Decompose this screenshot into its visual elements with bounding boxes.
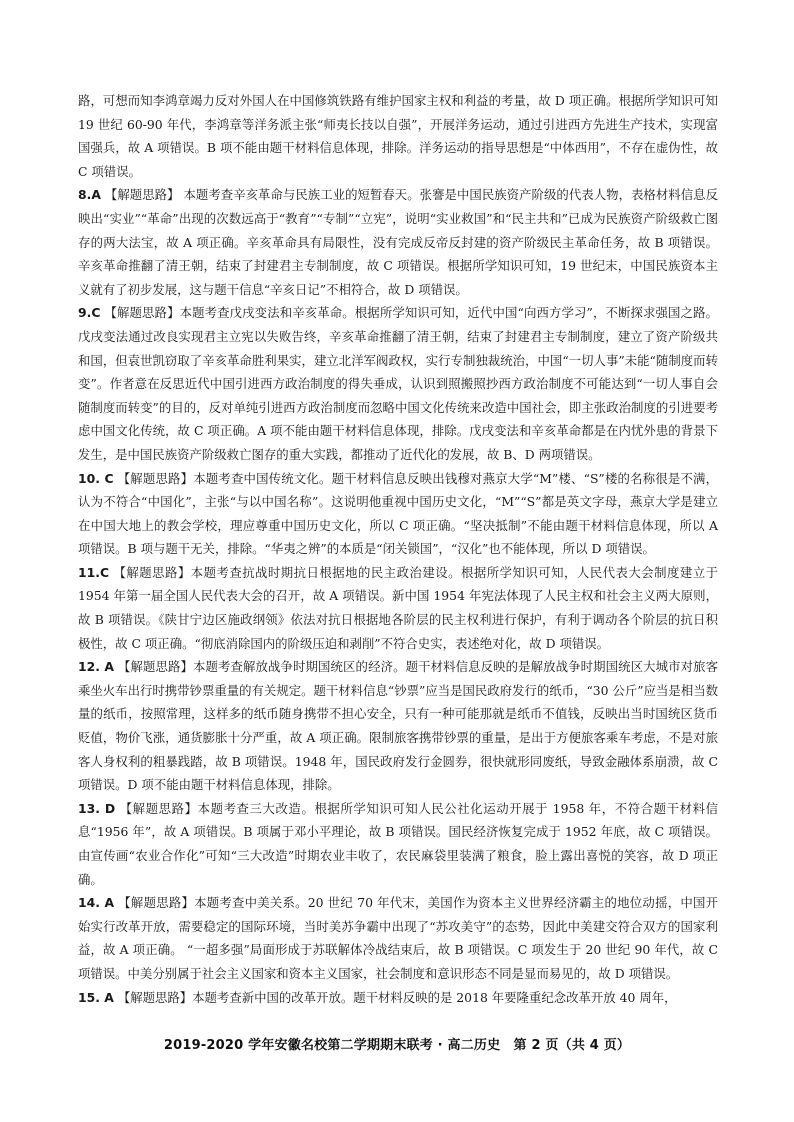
answer-text: 【解题思路】本题考查抗战时期抗日根据地的民主政治建设。根据所学知识可知，人民代表大会制度建立于 1954 年第一届全国人民代表大会的召开，故 A 项错误。新中国 1954 年宪法体现了人民主权和社会主义两大原则，故 B 项错误。《陕甘宁边区施政纲领》依法对抗日根据地各阶层的民主权利进行保护，有利于调动各个阶层的抗日积极性，故 C 项正确。“彻底消除国内的阶级压迫和剥削”不符合史实，表述绝对化，故 D 项错误。	[78, 564, 718, 651]
question-number: 11.C	[78, 564, 110, 580]
page-footer: 2019-2020 学年安徽名校第二学期期末联考 · 高二历史 第 2 页（共 4 页）	[163, 1038, 631, 1053]
answer-text: 【解题思路】 本题考查辛亥革命与民族工业的短暂春天。张謇是中国民族资产阶级的代表人物，表格材料信息反映出“实业”“革命”出现的次数远高于“教育”“专制”“立宪”，说明“实业救国”和“民主共和”已成为民族资产阶级救亡图存的两大法宝，故 A 项正确。辛亥革命具有局限性，没有完成反帝反封建的资产阶级民主革命任务，故 B 项错误。辛亥革命推翻了清王朝，结束了封建君主专制制度，故 C 项错误。根据所学知识可知，19 世纪末，中国民族资本主义就有了初步发展，这与题干信息“辛亥日记”不相符合，故 D 项错误。	[78, 187, 718, 297]
question-number: 10. C	[78, 470, 114, 486]
question-number: 15. A	[78, 989, 114, 1005]
answer-text: 【解题思路】本题考查戊戌变法和辛亥革命。根据所学知识可知，近代中国“向西方学习”，不断探求强国之路。戊戌变法通过改良实现君主立宪以失败告终，辛亥革命推翻了清王朝，结束了封建君主专制制度，建立了资产阶级共和国，但袁世凯窃取了辛亥革命胜利果实，建立北洋军阀政权，实行专制独裁统治，中国“一切人事”未能“随制度而转变”。作者意在反思近代中国引进西方政治制度的得失垂成，认识到照搬照抄西方政治制度不可能达到“一切人事自会随制度而转变”的目的，反对单纯引进西方政治制度而忽略中国文化传统来改造中国社会，即主张政治制度的引进要考虑中国文化传统，故 C 项正确。A 项不能由题干材料信息体现，排除。戊戌变法和辛亥革命都是在内忧外患的背景下发生，是中国民族资产阶级救亡图存的重大实践，都推动了近代化的发展，故 B、D 两项错误。	[78, 305, 718, 462]
paragraph-text: 路，可想而知李鸿章竭力反对外国人在中国修筑铁路有维护国家主权和利益的考量，故 D 项正确。根据所学知识可知 19 世纪 60-90 年代，李鸿章等洋务派主张“师夷长技以自强”，开展洋务运动，通过引进西方先进生产技术，实现富国强兵，故 A 项错误。B 项不能由题干材料信息体现，排除。洋务运动的指导思想是“中体西用”，不存在虚伪性，故 C 项错误。	[78, 93, 718, 179]
question-number: 14. A	[78, 895, 115, 911]
answer-item-11	[78, 561, 718, 655]
answer-text: 【解题思路】本题考查中国传统文化。题干材料信息反映出钱穆对燕京大学“M”楼、“S”楼的名称很是不满，认为不符合“中国化”，主张“与以中国名称”。这说明他重视中国历史文化，“M”“S”都是英文字母，燕京大学是建立在中国大地上的教会学校，理应尊重中国历史文化，所以 C 项正确。“坚决抵制”不能由题干材料信息体现，所以 A 项错误。B 项与题干无关，排除。“华夷之辨”的本质是“闭关锁国”，“汉化”也不能体现，所以 D 项错误。	[78, 470, 719, 557]
answer-item-14	[78, 891, 718, 985]
question-number: 8.A	[78, 187, 101, 203]
answer-item-10	[78, 467, 718, 561]
answer-text: 【解题思路】本题考查新中国的改革开放。题干材料反映的是 2018 年要隆重纪念改革开放 40 周年，	[117, 989, 677, 1005]
answer-content	[78, 89, 718, 1009]
answer-item-8	[78, 183, 718, 301]
answer-item-13	[78, 797, 718, 891]
question-number: 12. A	[78, 659, 114, 675]
answer-text: 【解题思路】本题考查解放战争时期国统区的经济。题干材料信息反映的是解放战争时期国统区大城市对旅客乘坐火车出行时携带钞票重量的有关规定。题干材料信息“钞票”应当是国民政府发行的纸币，“30 公斤”应当是相当数量的纸币，按照常理，这样多的纸币随身携带不担心安全，只有一种可能那就是纸币不值钱，反映出当时国统区货币贬值，物价飞涨，通货膨胀十分严重，故 A 项正确。限制旅客携带钞票的重量，是出于方便旅客乘车考虑，不是对旅客人身权利的粗暴践踏，故 B 项错误。1948 年，国民政府发行金圆券，很快就形同废纸，导致金融体系崩溃，故 C 项错误。D 项不能由题干材料信息体现，排除。	[78, 659, 718, 793]
answer-text: 【解题思路】本题考查中美关系。20 世纪 70 年代末，美国作为资本主义世界经济霸主的地位动摇，中国开始实行改革开放，需要稳定的国际环境，当时美苏争霸中出现了“苏攻美守”的态势，因此中美建交符合双方的国家利益，故 A 项正确。 “一超多强”局面形成于苏联解体冷战结束后，故 B 项错误。C 项发生于 20 世纪 90 年代，故 C 项错误。中美分别属于社会主义国家和资本主义国家，社会制度和意识形态不同是显而易见的，故 D 项错误。	[78, 895, 718, 981]
question-number: 13. D	[78, 800, 116, 816]
question-number: 9.C	[78, 305, 101, 321]
answer-text: 【解题思路】本题考查三大改造。根据所学知识可知人民公社化运动开展于 1958 年，不符合题干材料信息“1956 年”，故 A 项错误。B 项属于邓小平理论，故 B 项错误。国民经济恢复完成于 1952 年底，故 C 项错误。由宣传画“农业合作化”可知“三大改造”时期农业丰收了，农民麻袋里装满了粮食，脸上露出喜悦的笑容，故 D 项正确。	[78, 800, 718, 887]
answer-item-12	[78, 655, 718, 797]
answer-item-9	[78, 301, 718, 466]
paragraph-continuation	[78, 89, 718, 183]
answer-item-15	[78, 986, 718, 1010]
